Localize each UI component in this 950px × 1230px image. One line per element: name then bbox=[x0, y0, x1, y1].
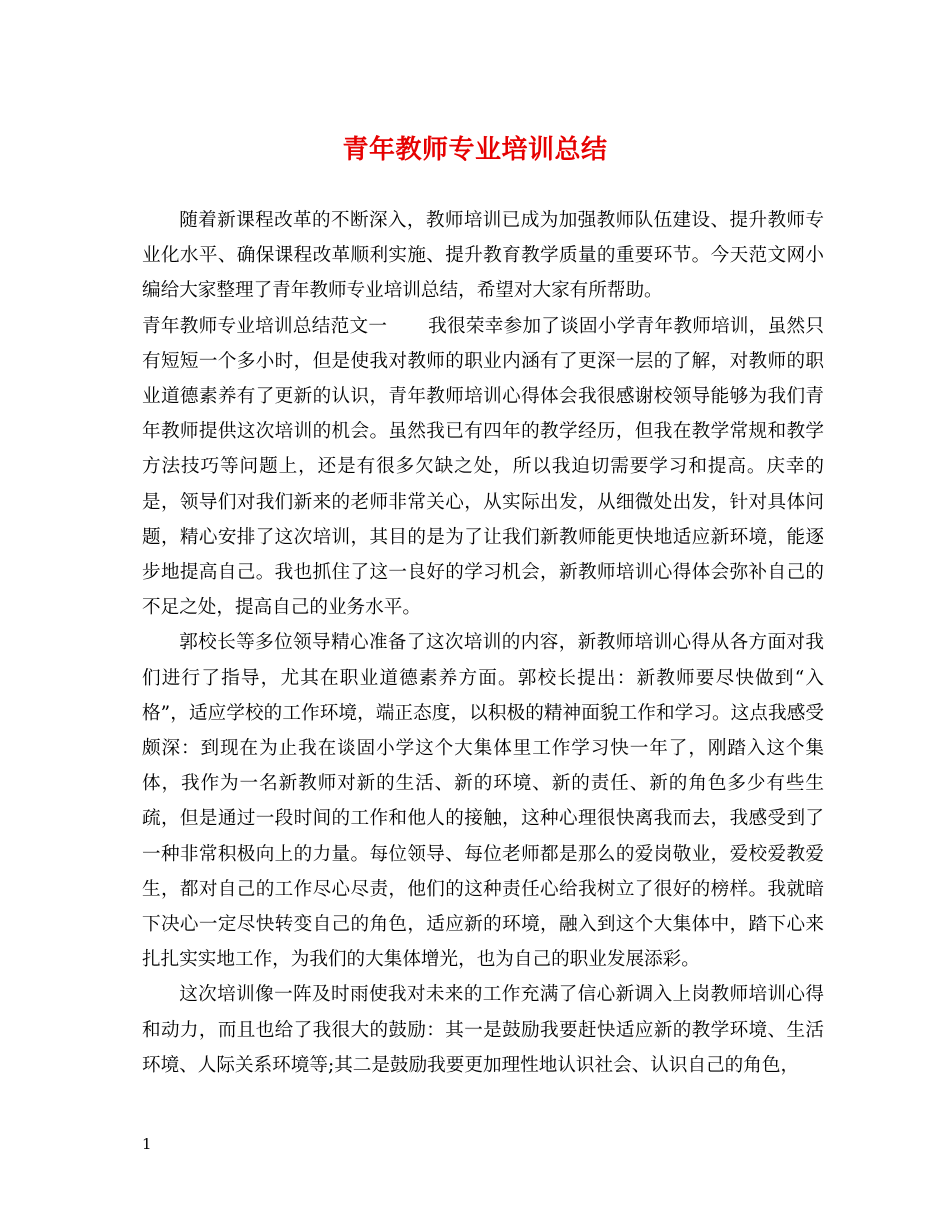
body-paragraph-3: 这次培训像一阵及时雨使我对未来的工作充满了信心新调入上岗教师培训心得和动力，而且也给了我很大的鼓励：其一是鼓励我要赶快适应新的教学环境、生活环境、人际关系环境等;其二是鼓励我要更加理性地认识社会、认识自己的角色， bbox=[142, 984, 824, 1076]
document-body bbox=[142, 203, 824, 1083]
section-heading: 青年教师专业培训总结范文一 bbox=[142, 315, 388, 337]
page-title: 青年教师专业培训总结 bbox=[342, 135, 608, 165]
page-number: 1 bbox=[142, 1135, 152, 1153]
body-paragraph-2: 郭校长等多位领导精心准备了这次培训的内容，新教师培训心得从各方面对我们进行了指导，尤其在职业道德素养方面。郭校长提出：新教师要尽快做到“入格”，适应学校的工作环境，端正态度，以积极的精神面貌工作和学习。这点我感受颇深：到现在为止我在谈固小学这个大集体里工作学习快一年了，刚踏入这个集体，我作为一名新教师对新的生活、新的环境、新的责任、新的角色多少有些生疏，但是通过一段时间的工作和他人的接触，这种心理很快离我而去，我感受到了一种非常积极向上的力量。每位领导、每位老师都是那么的爱岗敬业，爱校爱教爱生，都对自己的工作尽心尽责，他们的这种责任心给我树立了很好的榜样。我就暗下决心一定尽快转变自己的角色，适应新的环境，融入到这个大集体中，踏下心来扎扎实实地工作，为我们的大集体增光，也为自己的职业发展添彩。 bbox=[142, 632, 824, 971]
section-paragraph bbox=[142, 309, 824, 626]
section-first-text: 我很荣幸参加了谈固小学青年教师培训，虽然只有短短一个多小时，但是使我对教师的职业内涵有了更深一层的了解，对教师的职业道德素养有了更新的认识，青年教师培训心得体会我很感谢校领导能够为我们青年教师提供这次培训的机会。虽然我已有四年的教学经历，但我在教学常规和教学方法技巧等问题上，还是有很多欠缺之处，所以我迫切需要学习和提高。庆幸的是，领导们对我们新来的老师非常关心，从实际出发，从细微处出发，针对具体问题，精心安排了这次培训，其目的是为了让我们新教师能更快地适应新环境，能逐步地提高自己。我也抓住了这一良好的学习机会，新教师培训心得体会弥补自己的不足之处，提高自己的业务水平。 bbox=[142, 315, 824, 619]
intro-paragraph: 随着新课程改革的不断深入，教师培训已成为加强教师队伍建设、提升教师专业化水平、确保课程改革顺利实施、提升教育教学质量的重要环节。今天范文网小编给大家整理了青年教师专业培训总结，希望对大家有所帮助。 bbox=[142, 210, 824, 302]
